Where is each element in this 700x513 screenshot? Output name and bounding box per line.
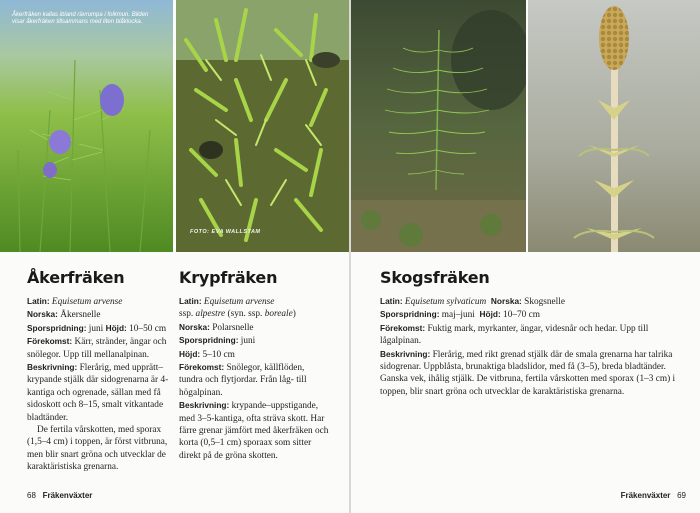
- forekomst-label: Förekomst:: [179, 362, 225, 373]
- sporspridning-value: maj–juni: [441, 310, 475, 321]
- beskrivning-text: krypande–uppstigande, med 3–5-kantiga, ofta sträva skott. Har färre grenar jämfört med åkerfräken och korta (0,5–1 cm) sporaax som sitter direkt på de gröna skotten.: [179, 401, 329, 461]
- latin-syn-suffix: ): [292, 309, 296, 320]
- latin-label: Latin:: [179, 296, 202, 306]
- section-name: Fräkenväxter: [620, 491, 671, 500]
- photo-krypfraken: [176, 0, 349, 252]
- norska-value: Polarsnelle: [212, 322, 254, 333]
- left-page: [0, 0, 349, 513]
- species-title: Åkerfräken: [27, 268, 125, 287]
- sporspridning-label: Sporspridning:: [380, 309, 440, 320]
- hojd-label: Höjd:: [105, 322, 127, 333]
- norska-value: Åkersnelle: [60, 310, 101, 321]
- forekomst-label: Förekomst:: [380, 322, 426, 333]
- beskrivning-text: Flerårig, med rikt grenad stjälk där de smala grenarna har talrika sidogrenar. Uppblåsta, brunaktiga bladslidor, med få (3–5), breda bladtänder. Ganska vek, ihålig stjälk. De vitbruna, fertila vårskotten med sporax (1–3 cm) i toppen, blir snart gröna och utvecklar de karaktäristiska grenarna.: [380, 349, 676, 397]
- forekomst-text: Kärr, stränder, ängar och snölegor. Upp till mellanalpinan.: [27, 337, 167, 360]
- hojd-value: 10–70 cm: [503, 310, 540, 321]
- latin-value: Equisetum arvense: [51, 297, 123, 307]
- latin-sub-prefix: ssp.: [179, 309, 194, 320]
- sporspridning-label: Sporspridning:: [179, 335, 239, 346]
- right-page: [351, 0, 700, 513]
- photo-akerfraken-with-bluebell: [0, 0, 173, 252]
- forekomst-label: Förekomst:: [27, 336, 73, 347]
- latin-label: Latin:: [27, 296, 50, 306]
- species-title: Krypfräken: [179, 268, 278, 287]
- latin-synonym: boreale: [264, 309, 293, 320]
- beskrivning-label: Beskrivning:: [179, 400, 230, 411]
- photo-fertile-shoot: [528, 0, 700, 252]
- sporspridning-value: juni: [240, 336, 256, 347]
- hojd-label: Höjd:: [479, 309, 501, 320]
- hojd-value: 5–10 cm: [202, 349, 235, 360]
- footer-right: [621, 491, 686, 500]
- latin-value: Equisetum arvense: [203, 297, 275, 307]
- latin-value: Equisetum sylvaticum: [404, 297, 487, 307]
- latin-syn-prefix: (syn. ssp.: [227, 309, 263, 320]
- forekomst-text: Snölegor, källflöden, tundra och flytjordar. Från låg- till högalpinan.: [179, 363, 307, 398]
- species-skogsfraken: [380, 268, 680, 398]
- page-number: 69: [677, 491, 686, 500]
- photo-caption: Åkerfräken kallas ibland rävrumpa i folkmun. Bilden visar åkerfräken tillsammans med liten blåklocka.: [12, 12, 149, 26]
- latin-label: Latin:: [380, 296, 403, 306]
- page-number: 68: [27, 491, 36, 500]
- footer-left: [27, 491, 92, 500]
- hojd-label: Höjd:: [179, 348, 201, 359]
- photo-skogsfraken: [351, 0, 526, 252]
- beskrivning-label: Beskrivning:: [27, 362, 78, 373]
- species-krypfraken: [179, 268, 329, 462]
- section-name: Fräkenväxter: [42, 491, 93, 500]
- latin-subspecies: alpestre: [195, 309, 226, 320]
- beskrivning-text: Flerårig, med upprätt–krypande stjälk där sidogrenarna är 4-kantiga och ogrenade, sällan med få sidoskott och 8–15, smalt vitkantade bladtänder.: [27, 363, 169, 423]
- sporspridning-label: Sporspridning:: [27, 322, 87, 333]
- norska-label: Norska:: [179, 321, 210, 332]
- beskrivning-text-2: De fertila vårskotten, med sporax (1,5–4 cm) i toppen, är först vitbruna, men blir snart gröna och utvecklar de karaktäristiska grenarna.: [27, 425, 168, 473]
- norska-value: Skogsnelle: [524, 297, 565, 307]
- forekomst-text: Fuktig mark, myrkanter, ängar, videsnår och hedar. Upp till lågalpinan.: [380, 323, 649, 347]
- beskrivning-label: Beskrivning:: [380, 348, 431, 359]
- hojd-value: 10–50 cm: [129, 323, 167, 334]
- photo-credit: FOTO: EVA WALLSTAM: [190, 229, 261, 235]
- norska-label: Norska:: [27, 309, 58, 320]
- sporspridning-value: juni: [88, 323, 104, 334]
- species-akerfraken: [27, 268, 170, 474]
- species-title: Skogsfräken: [380, 268, 490, 287]
- norska-label: Norska:: [490, 296, 522, 306]
